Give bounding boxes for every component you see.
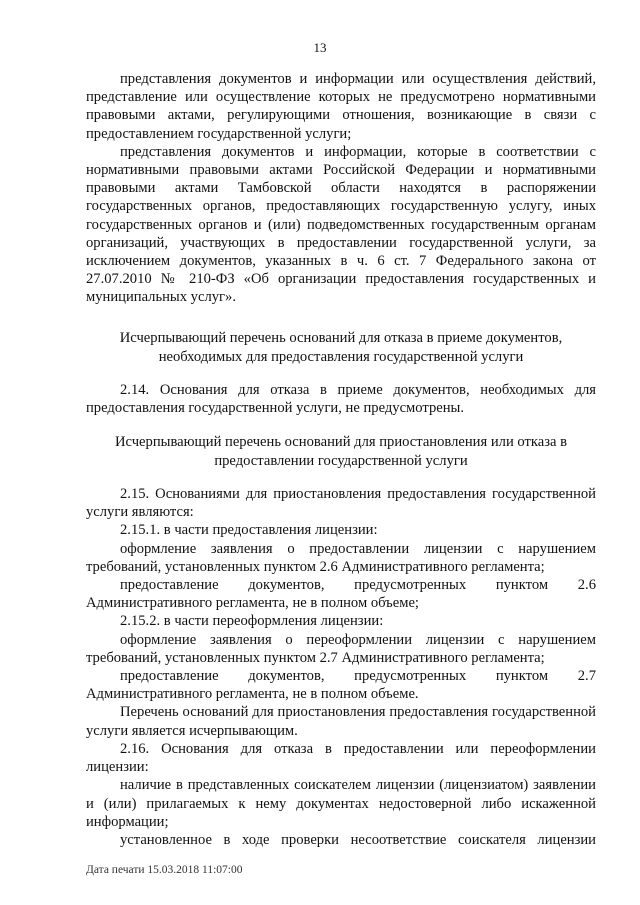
paragraph: 2.16. Основания для отказа в предоставлении или переоформлении лицензии: xyxy=(86,740,596,776)
print-date-footer: Дата печати 15.03.2018 11:07:00 xyxy=(86,864,243,876)
paragraph: 2.15.2. в части переоформления лицензии: xyxy=(120,613,384,630)
paragraph: 2.15.1. в части предоставления лицензии: xyxy=(120,522,378,539)
paragraph: предоставление документов, предусмотренных пунктом 2.7 Административного регламента, не в полном объеме. xyxy=(86,668,596,703)
paragraph: оформление заявления о предоставлении лицензии с нарушением требований, установленных пунктом 2.6 Административного регламента; xyxy=(86,540,596,575)
paragraph: 2.15. Основаниями для приостановления предоставления государственной услуги являются: xyxy=(86,486,596,521)
paragraph: наличие в представленных соискателем лицензии (лицензиатом) заявлении и (или) прилагаемых к нему документах недостоверной либо искаженной информации; xyxy=(86,777,596,830)
paragraph: представления документов и информации, которые в соответствии с нормативными правовыми актами Российской Федерации и нормативными правовыми актами Тамбовской области находятся в распоряжении государственных органов, предоставляющих государственную услугу, иных государственных органов и (или) подведомственных государственным органам организаций, участвующих в предоставлении государственной услуги, за исключением документов, указанных в ч. 6 ст. 7 Федерального закона от 27.07.2010 № 210-ФЗ «Об организации предоставления государственных и муниципальных услуг». xyxy=(86,143,596,306)
paragraph: установленное в ходе проверки несоответствие соискателя лицензии xyxy=(120,831,596,848)
paragraph: 2.14. Основания для отказа в приеме документов, необходимых для предоставления государственной услуги, не предусмотрены. xyxy=(86,381,596,416)
section-heading: Исчерпывающий перечень оснований для приостановления или отказа в предоставлении государственной услуги xyxy=(114,434,568,470)
section-heading: Исчерпывающий перечень оснований для отказа в приеме документов, необходимых для предоставления государственной услуги xyxy=(119,329,563,365)
page-number: 13 xyxy=(313,40,327,55)
paragraph: предоставление документов, предусмотренных пунктом 2.6 Административного регламента, не в полном объеме; xyxy=(86,577,596,612)
paragraph: Перечень оснований для приостановления предоставления государственной услуги является исчерпывающим. xyxy=(86,704,596,739)
document-body xyxy=(86,70,596,849)
paragraph: оформление заявления о переоформлении лицензии с нарушением требований, установленных пунктом 2.7 Административного регламента; xyxy=(86,631,596,666)
paragraph: представления документов и информации или осуществления действий, представление или осуществление которых не предусмотрено нормативными правовыми актами, регулирующими отношения, возникающие в связи с предоставлением государственной услуги; xyxy=(86,71,596,142)
